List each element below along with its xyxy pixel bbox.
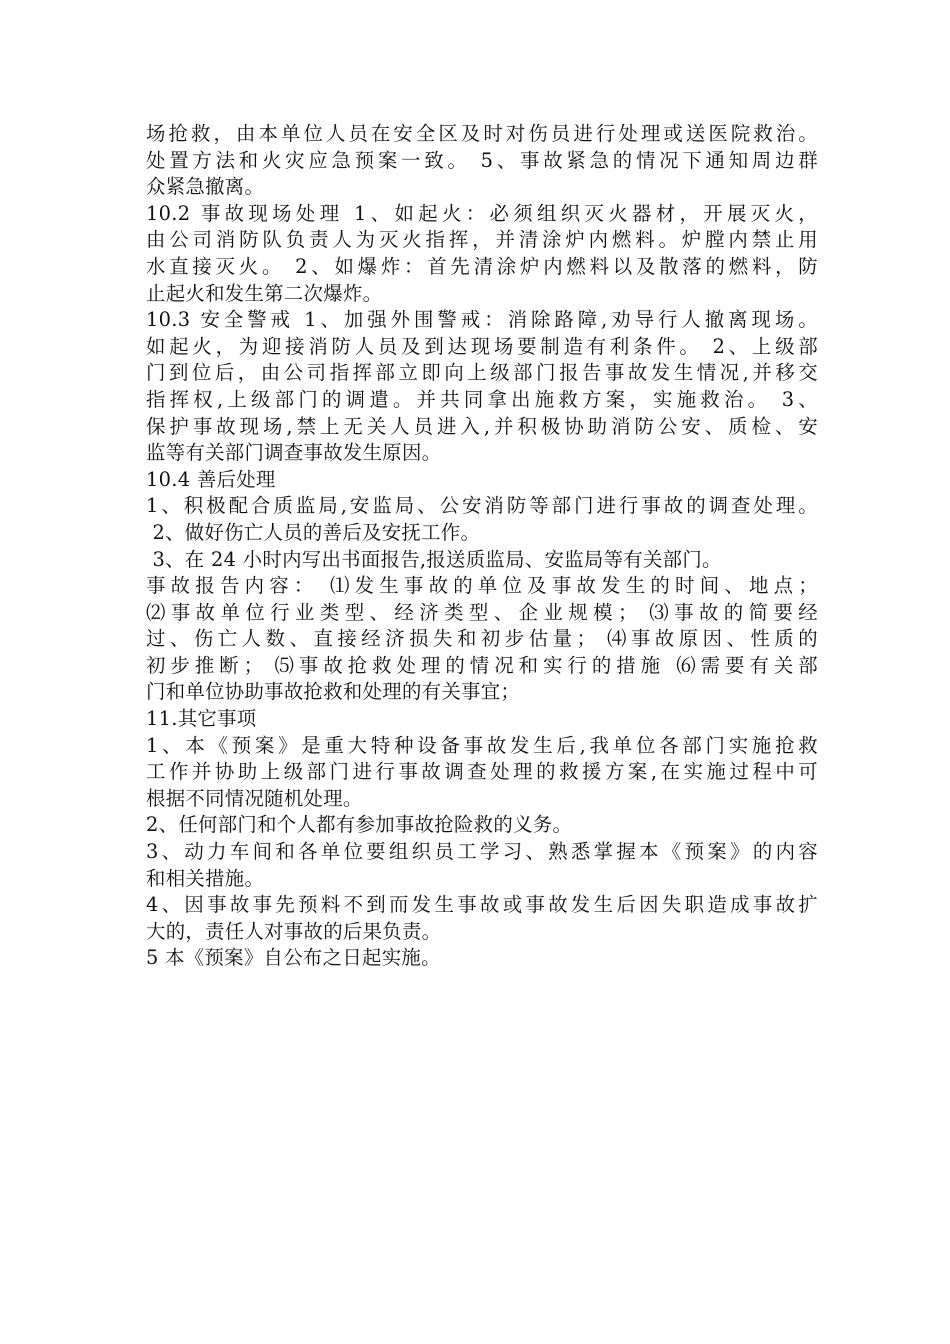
text-line: 如起火，为迎接消防人员及到达现场要制造有利条件。 2、上级部	[146, 334, 818, 358]
text-line: 2、任何部门和个人都有参加事故抢险救的义务。	[146, 813, 573, 837]
text-line: 门和单位协助事故抢救和处理的有关事宜；	[146, 680, 521, 704]
text-line: ⑵事故单位行业类型、经济类型、企业规模； ⑶事故的简要经	[146, 600, 818, 624]
text-line: 门到位后，由公司指挥部立即向上级部门报告事故发生情况,并移交	[146, 361, 818, 385]
text-line: 根据不同情况随机处理。	[146, 786, 363, 810]
text-line: 场抢救，由本单位人员在安全区及时对伤员进行处理或送医院救治。	[146, 122, 818, 145]
text-line: 10.2 事故现场处理 1、如起火：必须组织灭火器材，开展灭火，	[146, 201, 818, 225]
text-line: 水直接灭火。 2、如爆炸：首先清涂炉内燃料以及散落的燃料，防	[146, 254, 818, 278]
text-line: 3、动力车间和各单位要组织员工学习、熟悉掌握本《预案》的内容	[146, 840, 818, 864]
text-line: 工作并协助上级部门进行事故调查处理的救援方案,在实施过程中可	[146, 760, 818, 784]
text-line: 处置方法和火灾应急预案一致。 5、事故紧急的情况下通知周边群	[146, 148, 818, 172]
text-line: 1、本《预案》是重大特种设备事故发生后,我单位各部门实施抢救	[146, 733, 818, 757]
text-line: 和相关措施。	[146, 866, 265, 890]
text-line: 2、做好伤亡人员的善后及安抚工作。	[146, 520, 481, 544]
text-line: 3、在 24 小时内写出书面报告,报送质监局、安监局等有关部门。	[146, 547, 722, 571]
text-line: 事故报告内容： ⑴发生事故的单位及事故发生的时间、地点；	[146, 574, 818, 598]
text-line: 大的，责任人对事故的后果负责。	[146, 919, 442, 943]
text-line: 监等有关部门调查事故发生原因。	[146, 441, 442, 465]
document-page	[146, 121, 818, 972]
text-line: 指挥权,上级部门的调遣。并共同拿出施救方案，实施救治。 3、	[146, 387, 818, 411]
text-line: 10.4 善后处理	[146, 467, 276, 491]
text-line: 11.其它事项	[146, 707, 257, 731]
text-line: 1、积极配合质监局,安监局、公安消防等部门进行事故的调查处理。	[146, 494, 818, 518]
text-line: 众紧急撤离。	[146, 175, 265, 199]
text-line: 过、伤亡人数、直接经济损失和初步估量； ⑷事故原因、性质的	[146, 627, 818, 651]
text-line: 止起火和发生第二次爆炸。	[146, 281, 383, 305]
text-line: 5 本《预案》自公布之日起实施。	[146, 946, 441, 970]
text-line: 保护事故现场,禁上无关人员进入,并积极协助消防公安、质检、安	[146, 414, 818, 438]
text-line: 初步推断； ⑸事故抢救处理的情况和实行的措施 ⑹需要有关部	[146, 653, 818, 677]
text-line: 由公司消防队负责人为灭火指挥，并清涂炉内燃料。炉膛内禁止用	[146, 228, 818, 252]
text-line: 10.3 安全警戒 1、加强外围警戒：消除路障,劝导行人撤离现场。	[146, 308, 818, 332]
text-line: 4、因事故事先预料不到而发生事故或事故发生后因失职造成事故扩	[146, 893, 818, 917]
